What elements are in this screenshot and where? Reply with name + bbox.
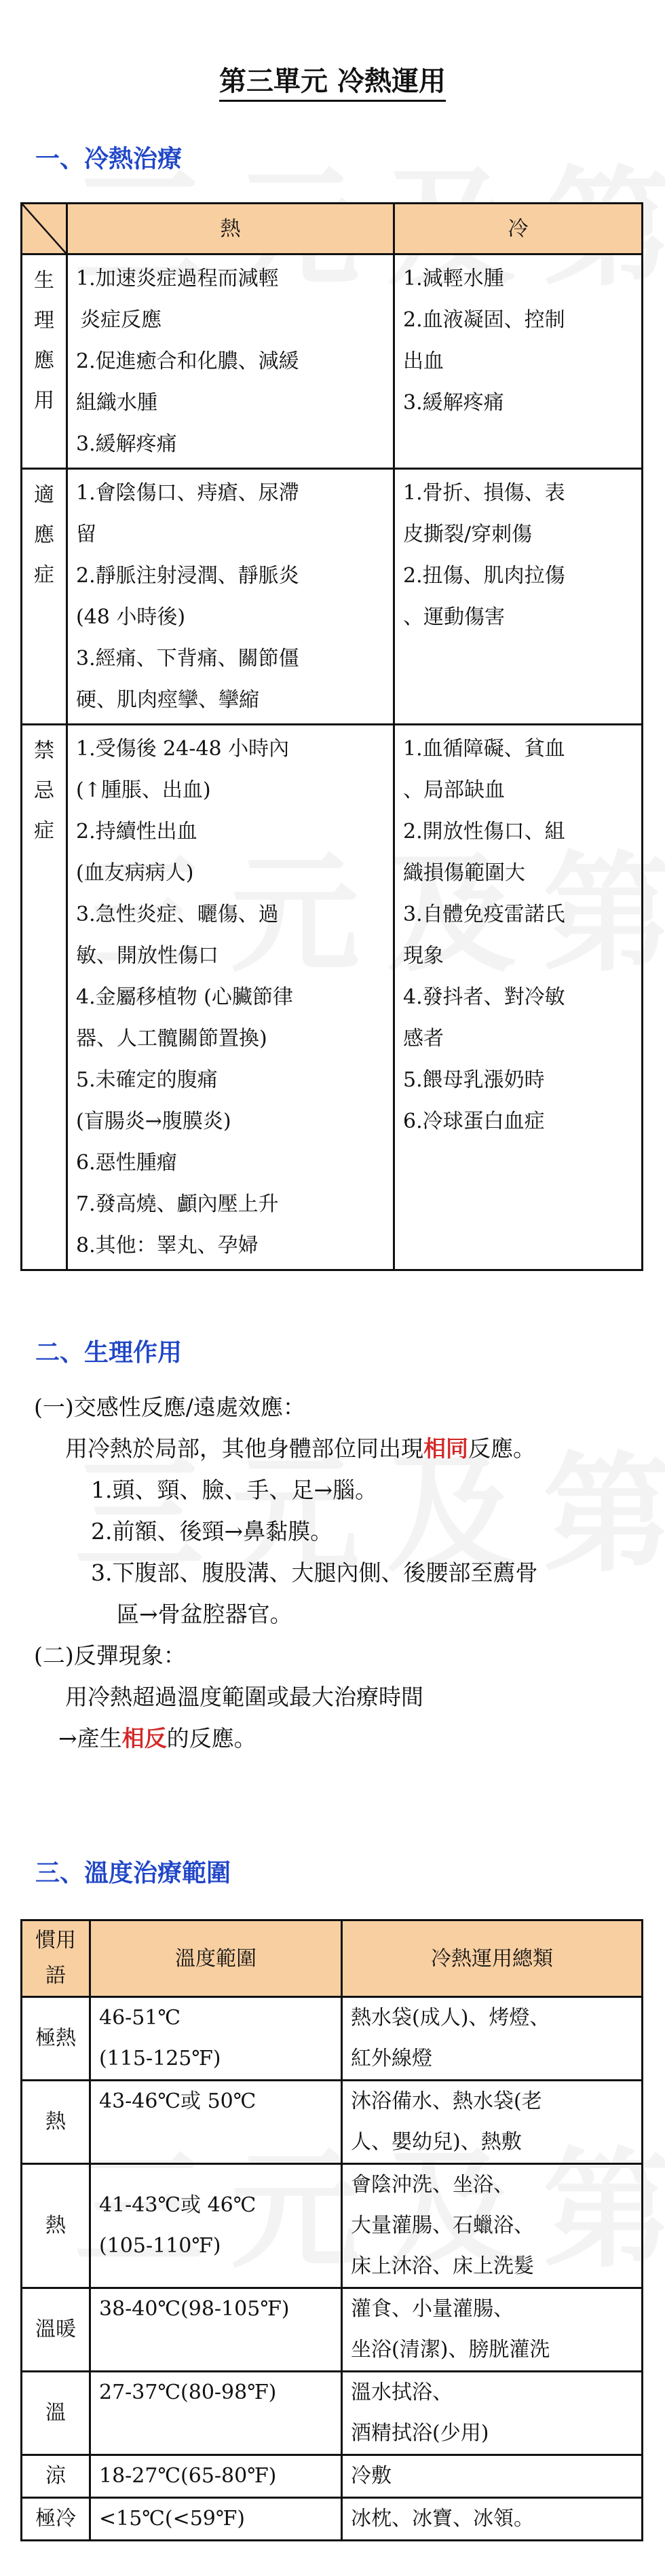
- table-header-row: [22, 1920, 643, 1997]
- table-row: [22, 469, 643, 725]
- temperature-range-table: [20, 1919, 643, 2541]
- section-heading-cold-heat-therapy: 一、冷熱治療: [35, 145, 183, 173]
- table-row: [22, 2455, 643, 2498]
- corner-cell: [22, 204, 67, 254]
- uses-cell: 冷敷: [342, 2455, 643, 2498]
- table-row: [22, 2372, 643, 2455]
- range-cell: 43-46℃或 50℃: [90, 2081, 342, 2164]
- section-heading-physiological-effects: 二、生理作用: [35, 1339, 183, 1367]
- range-cell: 27-37℃(80-98℉): [90, 2372, 342, 2455]
- uses-cell: 冰枕、冰寶、冰領。: [342, 2498, 643, 2541]
- table-header-row: [22, 204, 643, 254]
- list-item: 3.下腹部、腹股溝、大腿內側、後腰部至薦骨: [91, 1559, 538, 1586]
- section-heading-temperature-range: 三、溫度治療範圍: [35, 1859, 231, 1887]
- hot-cell: 1.會陰傷口、痔瘡、尿滯 留 2.靜脈注射浸潤、靜脈炎 (48 小時後) 3.經痛、下背痛、關節僵 硬、肌肉痙攣、攣縮: [67, 469, 394, 725]
- table-row: [22, 2498, 643, 2541]
- term-cell: 溫: [22, 2372, 90, 2455]
- hot-cell: 1.受傷後 24-48 小時內 (↑腫脹、出血) 2.持續性出血 (血友病病人) 3.急性炎症、曬傷、過 敏、開放性傷口 4.金屬移植物 (心臟節律 器、人工髖關節置換) 5.未確定的腹痛 (盲腸炎→腹膜炎) 6.惡性腫瘤 7.發高燒、顱內壓上升 8.其他：睪丸、孕婦: [67, 725, 394, 1270]
- row-label-indications: 適 應 症: [22, 469, 67, 725]
- table-row: [22, 2164, 643, 2288]
- row-label-contraindications: 禁 忌 症: [22, 725, 67, 1270]
- list-item-continued: 區→骨盆腔器官。: [117, 1601, 292, 1627]
- range-cell: <15℃(<59℉): [90, 2498, 342, 2541]
- paragraph: →產生相反的反應。: [58, 1725, 256, 1751]
- paragraph: 用冷熱超過溫度範圍或最大治療時間: [65, 1684, 423, 1710]
- column-header-term: 慣用語: [22, 1920, 90, 1997]
- term-cell: 熱: [22, 2164, 90, 2288]
- paragraph: 用冷熱於局部，其他身體部位同出現相同反應。: [65, 1435, 535, 1462]
- range-cell: 18-27℃(65-80℉): [90, 2455, 342, 2498]
- column-header-hot: 熱: [67, 204, 394, 254]
- highlight-opposite: 相反: [121, 1725, 167, 1751]
- cold-cell: 1.減輕水腫 2.血液凝固、控制 出血 3.緩解疼痛: [394, 254, 643, 469]
- term-cell: 溫暖: [22, 2288, 90, 2372]
- list-item: 2.前額、後頸→鼻黏膜。: [91, 1518, 333, 1545]
- term-cell: 涼: [22, 2455, 90, 2498]
- range-cell: 46-51℃ (115-125℉): [90, 1997, 342, 2081]
- paragraph: (二)反彈現象：: [34, 1642, 186, 1669]
- table-row: [22, 254, 643, 469]
- uses-cell: 灌食、小量灌腸、 坐浴(清潔)、膀胱灌洗: [342, 2288, 643, 2372]
- page-title: [0, 0, 665, 102]
- term-cell: 極冷: [22, 2498, 90, 2541]
- uses-cell: 會陰沖洗、坐浴、 大量灌腸、石蠟浴、 床上沐浴、床上洗髮: [342, 2164, 643, 2288]
- uses-cell: 溫水拭浴、 酒精拭浴(少用): [342, 2372, 643, 2455]
- highlight-same: 相同: [423, 1435, 468, 1462]
- uses-cell: 熱水袋(成人)、烤燈、 紅外線燈: [342, 1997, 643, 2081]
- table-row: [22, 2288, 643, 2372]
- page-title-text: 第三單元 冷熱運用: [219, 65, 446, 102]
- cold-cell: 1.血循障礙、貧血 、局部缺血 2.開放性傷口、組 織損傷範圍大 3.自體免疫雷諾氏 現象 4.發抖者、對冷敏 感者 5.餵母乳漲奶時 6.冷球蛋白血症: [394, 725, 643, 1270]
- column-header-cold: 冷: [394, 204, 643, 254]
- paragraph: (一)交感性反應/遠處效應：: [34, 1394, 305, 1420]
- column-header-temp-range: 溫度範圍: [90, 1920, 342, 1997]
- row-label-physiological-use: 生 理 應 用: [22, 254, 67, 469]
- cold-cell: 1.骨折、損傷、表 皮撕裂/穿刺傷 2.扭傷、肌肉拉傷 、運動傷害: [394, 469, 643, 725]
- table-row: [22, 725, 643, 1270]
- hot-cell: 1.加速炎症過程而減輕 炎症反應 2.促進癒合和化膿、減緩 組織水腫 3.緩解疼痛: [67, 254, 394, 469]
- range-cell: 38-40℃(98-105℉): [90, 2288, 342, 2372]
- list-item: 1.頭、頸、臉、手、足→腦。: [91, 1477, 378, 1503]
- diagonal-line: [22, 204, 66, 253]
- term-cell: 極熱: [22, 1997, 90, 2081]
- range-cell: 41-43℃或 46℃ (105-110℉): [90, 2164, 342, 2288]
- column-header-applications: 冷熱運用總類: [342, 1920, 643, 1997]
- term-cell: 熱: [22, 2081, 90, 2164]
- table-row: [22, 2081, 643, 2164]
- cold-heat-therapy-table: [20, 202, 643, 1271]
- table-row: [22, 1997, 643, 2081]
- uses-cell: 沐浴備水、熱水袋(老 人、嬰幼兒)、熱敷: [342, 2081, 643, 2164]
